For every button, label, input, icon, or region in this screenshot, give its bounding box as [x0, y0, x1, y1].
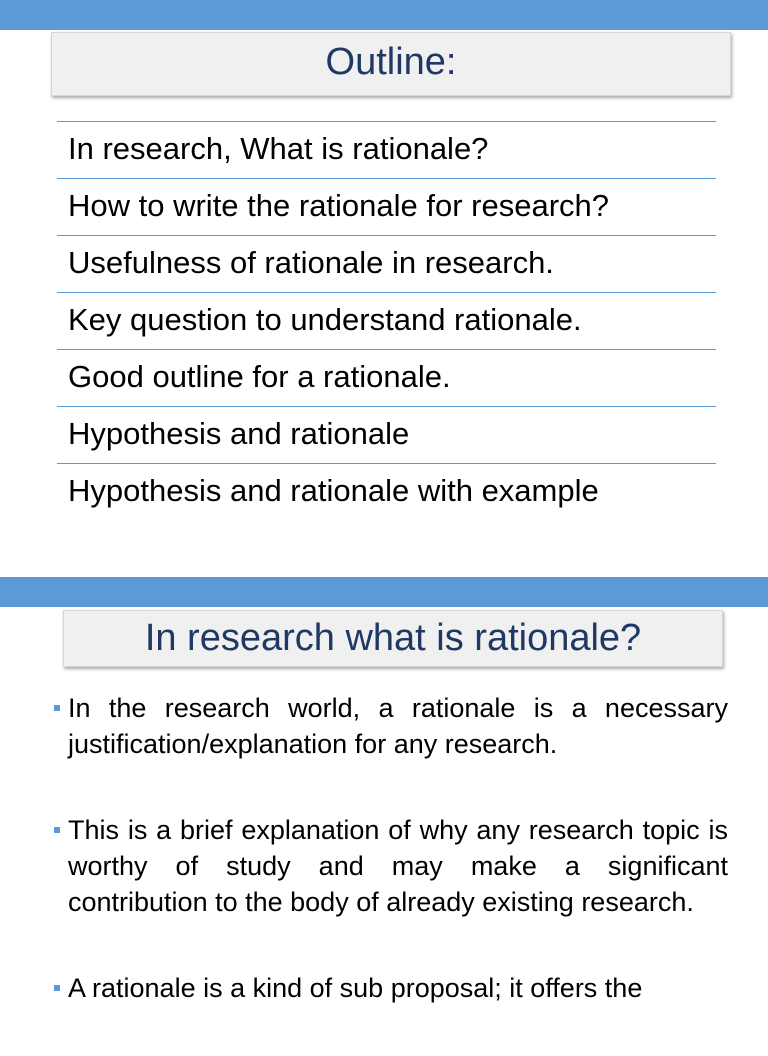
bullet-text: This is a brief explanation of why any research topic is worthy of study and may make a significant contribution to the body of already existing research.: [68, 815, 728, 917]
bullet-text: A rationale is a kind of sub proposal; it offers the: [68, 973, 643, 1003]
top-accent-band: [0, 0, 768, 30]
outline-title: Outline:: [51, 32, 731, 96]
outline-item: Usefulness of rationale in research.: [57, 235, 716, 292]
bullet-item: [52, 690, 728, 762]
square-bullet-icon: [54, 705, 60, 711]
bullet-text: In the research world, a rationale is a necessary justification/explanation for any research.: [68, 693, 728, 759]
bullet-item: [52, 970, 728, 1006]
slide-divider-band: [0, 577, 768, 607]
outline-item: In research, What is rationale?: [57, 121, 716, 178]
outline-item: How to write the rationale for research?: [57, 178, 716, 235]
outline-item: Hypothesis and rationale: [57, 406, 716, 463]
outline-item: Hypothesis and rationale with example: [57, 463, 716, 520]
outline-list: [57, 121, 716, 520]
bullet-item: [52, 812, 728, 920]
square-bullet-icon: [54, 827, 60, 833]
slide-title: In research what is rationale?: [63, 610, 723, 667]
square-bullet-icon: [54, 985, 60, 991]
outline-item: Good outline for a rationale.: [57, 349, 716, 406]
outline-item: Key question to understand rationale.: [57, 292, 716, 349]
bullet-list: [52, 690, 728, 1056]
